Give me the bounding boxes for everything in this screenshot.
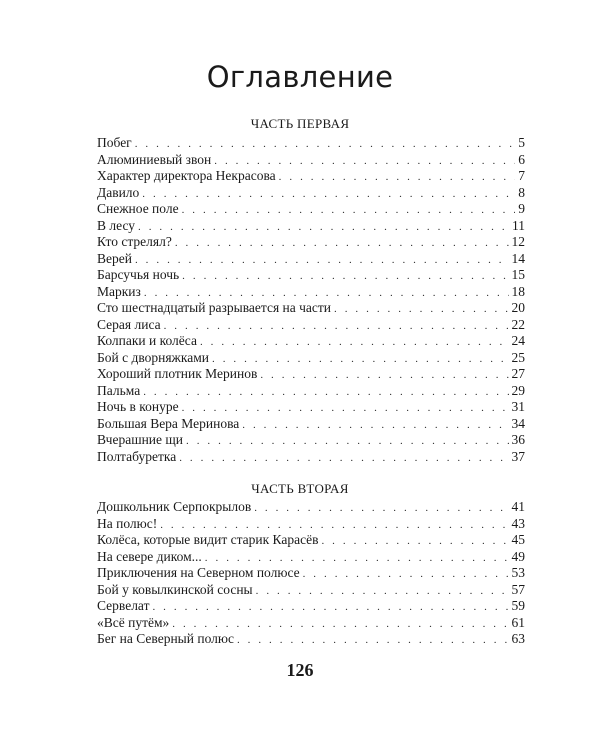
toc-entry-title: Полтабуретка [97,448,177,464]
toc-entry [97,350,525,367]
toc-entry [97,549,525,566]
toc-dot-leader [334,301,508,318]
toc-entry-page: 29 [511,382,525,398]
toc-entry [97,383,525,400]
toc-entry-page: 43 [511,515,525,531]
toc-dot-leader [303,566,509,583]
toc-entry-title: Бег на Северный полюс [97,631,234,646]
toc-dot-leader [143,384,508,401]
toc-entry [97,516,525,533]
toc-entry-page: 8 [518,184,525,200]
toc-entry-title: Давило [97,184,140,200]
toc-dot-leader [279,169,516,186]
toc-entry-page: 45 [511,532,525,547]
toc-dot-leader [160,517,508,534]
toc-entry-title: Снежное поле [97,201,179,216]
toc-entry-page: 31 [511,399,525,414]
toc-dot-leader [321,533,508,550]
page-title: Оглавление [206,60,394,94]
toc-entry [97,598,525,615]
toc-entry-title: Маркиз [97,283,141,299]
toc-entry [97,251,525,268]
toc-entry-page: 34 [511,415,525,431]
toc-entry-page: 20 [511,300,525,315]
toc-entry-page: 18 [511,283,525,299]
toc-entry-page: 36 [511,432,525,447]
toc-entry-page: 22 [511,316,525,332]
toc-entry [97,532,525,549]
toc-entry-title: Верей [97,250,132,266]
toc-entry-page: 27 [511,366,525,381]
toc-entry-page: 41 [511,499,525,514]
toc-entry-title: Хороший плотник Меринов [97,366,258,381]
toc-dot-leader [254,500,508,517]
part-two-list [97,499,525,648]
toc-entry [97,152,525,169]
toc-entry-page: 37 [511,448,525,464]
toc-entry-page: 6 [518,151,525,167]
toc-dot-leader [182,400,509,417]
toc-entry-title: Пальма [97,382,141,398]
toc-entry-page: 59 [511,598,525,613]
toc-dot-leader [212,351,509,368]
toc-entry-page: 63 [511,631,525,646]
toc-dot-leader [182,268,508,285]
toc-entry [97,366,525,383]
toc-entry-page: 15 [511,267,525,282]
toc-dot-leader [152,599,508,616]
toc-dot-leader [135,252,509,269]
toc-dot-leader [172,616,508,633]
part-two-heading: ЧАСТЬ ВТОРАЯ [251,481,349,496]
toc-entry-page: 49 [511,548,525,564]
toc-entry-title: Приключения на Северном полюсе [97,565,300,580]
toc-entry-title: Дошкольник Серпокрылов [97,499,252,514]
toc-entry [97,168,525,185]
toc-entry-title: Характер директора Некрасова [97,168,276,183]
toc-entry-title: Побег [97,135,132,150]
toc-dot-leader [205,550,509,567]
toc-entry [97,218,525,235]
toc-dot-leader [182,202,516,219]
toc-entry-title: Ночь в конуре [97,399,179,414]
toc-entry-title: Барсучья ночь [97,267,180,282]
toc-dot-leader [138,219,509,236]
toc-entry [97,399,525,416]
toc-entry-title: Бой у ковылкинской сосны [97,581,253,597]
toc-entry-page: 25 [511,349,525,365]
toc-entry [97,615,525,632]
toc-dot-leader [135,136,516,153]
toc-entry-page: 7 [518,168,525,183]
toc-entry-page: 61 [511,614,525,630]
toc-entry-title: Колёса, которые видит старик Карасёв [97,532,319,547]
toc-dot-leader [142,186,515,203]
part-one-list [97,135,525,465]
toc-entry-title: «Всё путём» [97,614,170,630]
toc-entry [97,582,525,599]
toc-entry [97,135,525,152]
toc-entry-title: Сто шестнадцатый разрывается на части [97,300,332,315]
toc-entry [97,234,525,251]
toc-dot-leader [242,417,508,434]
toc-entry [97,565,525,582]
page-number: 126 [286,660,314,680]
toc-dot-leader [256,583,509,600]
toc-entry [97,432,525,449]
toc-entry [97,317,525,334]
toc-entry-title: Вчерашние щи [97,432,184,447]
toc-entry-page: 14 [511,250,525,266]
toc-dot-leader [260,367,508,384]
toc-entry-page: 57 [511,581,525,597]
toc-entry [97,300,525,317]
toc-entry-title: Колпаки и колёса [97,333,197,348]
toc-entry-title: Бой с дворняжками [97,349,209,365]
toc-entry-page: 5 [518,135,525,150]
toc-entry [97,631,525,648]
toc-entry-title: В лесу [97,217,136,233]
toc-entry [97,449,525,466]
toc-entry-title: На полюс! [97,515,158,531]
toc-entry-page: 24 [511,333,525,348]
toc-entry-page: 12 [511,234,525,249]
toc-entry [97,201,525,218]
toc-entry-page: 9 [518,201,525,216]
toc-dot-leader [237,632,509,649]
toc-dot-leader [186,433,508,450]
toc-dot-leader [144,285,509,302]
toc-entry [97,185,525,202]
toc-dot-leader [164,318,509,335]
toc-entry-title: На севере диком... [97,548,202,564]
toc-entry-title: Большая Вера Меринова [97,415,240,431]
toc-entry-title: Серая лиса [97,316,161,332]
toc-entry [97,499,525,516]
toc-dot-leader [214,153,515,170]
toc-entry [97,267,525,284]
toc-entry-title: Алюминиевый звон [97,151,212,167]
toc-entry-page: 11 [512,217,525,233]
toc-dot-leader [179,450,508,467]
toc-dot-leader [200,334,509,351]
toc-entry-title: Кто стрелял? [97,234,172,249]
toc-entry [97,333,525,350]
part-one-heading: ЧАСТЬ ПЕРВАЯ [250,116,350,131]
toc-entry [97,416,525,433]
toc-entry [97,284,525,301]
toc-entry-title: Сервелат [97,598,150,613]
toc-entry-page: 53 [511,565,525,580]
toc-dot-leader [175,235,509,252]
